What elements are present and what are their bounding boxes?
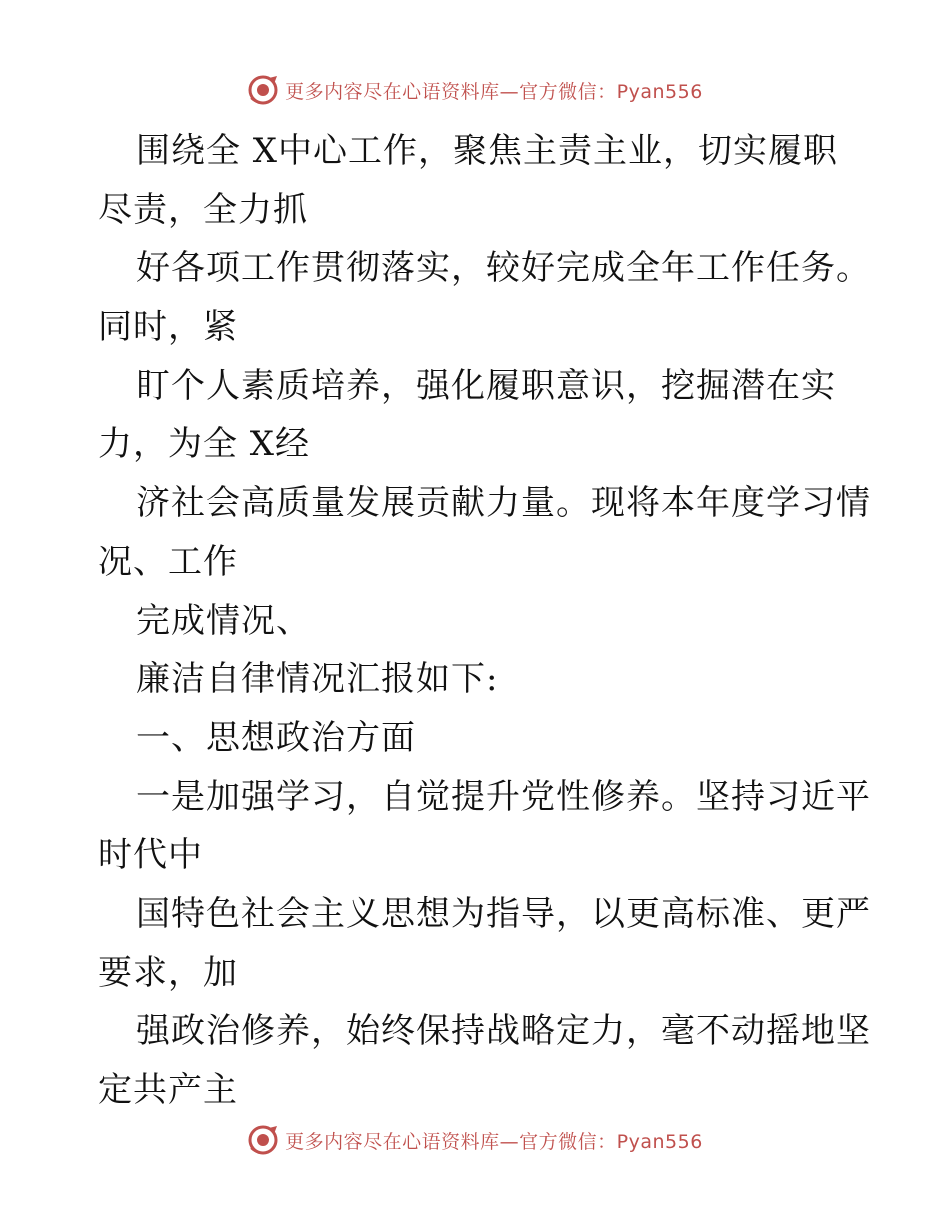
text-line: 一是加强学习，自觉提升党性修养。坚持习近平 [136,776,871,817]
text-line: 尽责，全力抓 [98,189,308,230]
text-line: 盯个人素质培养，强化履职意识，挖掘潜在实 [136,365,836,406]
text-line: 好各项工作贯彻落实，较好完成全年工作任务。 [136,248,871,289]
footer-banner-text: 更多内容尽在心语资料库—官方微信：Pyan556 [285,1130,703,1153]
text-line: 况、工作 [98,541,238,582]
text-line: 力，为全 X经 [98,424,311,465]
logo-icon [247,1124,279,1156]
section-heading: 一、思想政治方面 [136,717,416,758]
text-line: 强政治修养，始终保持战略定力，毫不动摇地坚 [136,1011,871,1052]
text-line: 同时，紧 [98,307,238,348]
text-line: 定共产主 [98,1070,238,1110]
document-body [98,122,871,1120]
text-line: 国特色社会主义思想为指导，以更高标准、更严 [136,893,871,934]
text-line: 围绕全 X中心工作，聚焦主责主业，切实履职 [136,131,839,171]
header-banner-text: 更多内容尽在心语资料库—官方微信：Pyan556 [285,80,703,103]
text-line: 要求，加 [98,952,238,993]
text-line: 完成情况、 [136,600,311,641]
header-banner [0,70,950,110]
text-line: 济社会高质量发展贡献力量。现将本年度学习情 [136,483,871,524]
footer-banner [0,1120,950,1160]
text-line: 廉洁自律情况汇报如下: [136,659,499,700]
text-line: 时代中 [98,835,203,876]
logo-icon [247,74,279,106]
